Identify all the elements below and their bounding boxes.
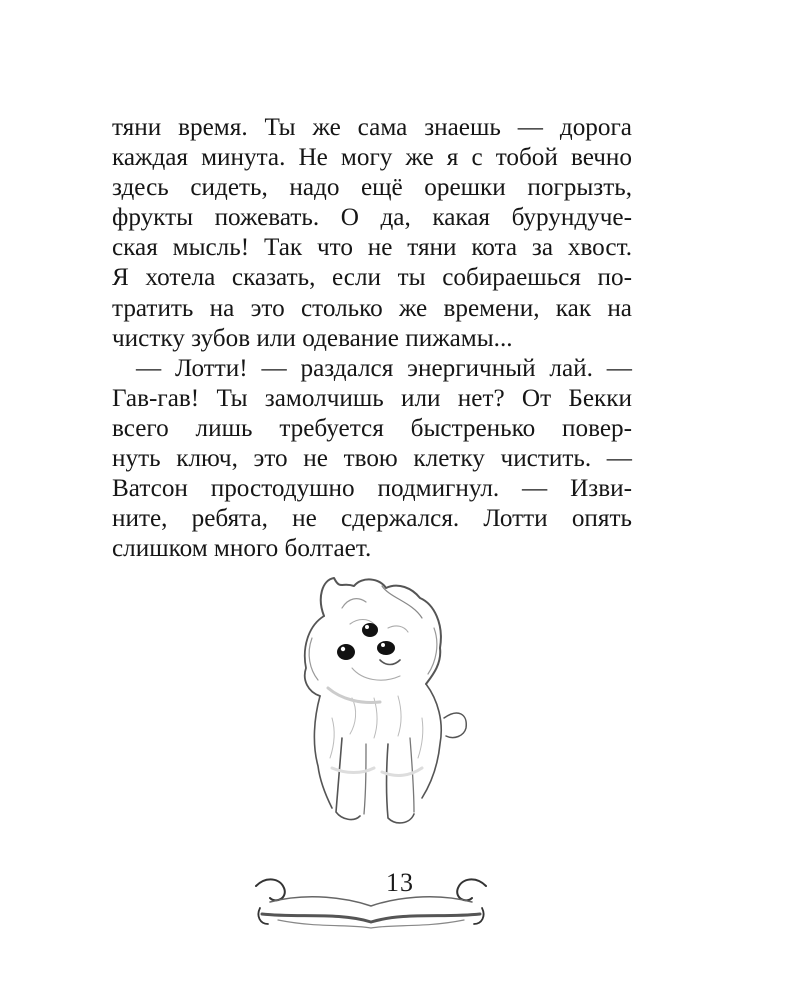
text-line: слишком много болтает.: [112, 535, 372, 563]
text-line: нуть ключ, это не твою клетку чистить. —: [112, 445, 632, 473]
text-line: фрукты пожевать. О да, какая бурундуче-: [112, 204, 632, 232]
text-line: Я хотела сказать, если ты собираешься по-: [112, 264, 632, 292]
page-text: [112, 113, 632, 564]
text-line: ская мысль! Так что не тяни кота за хвост.: [112, 234, 632, 262]
dog-illustration: [262, 568, 502, 838]
text-line: тратить на это столько же времени, как на: [112, 294, 632, 322]
text-line: ните, ребята, не сдержался. Лотти опять: [112, 505, 632, 533]
text-line: — Лотти! — раздался энергичный лай. —: [136, 354, 632, 382]
page-number: 13: [386, 868, 414, 897]
text-line: каждая минута. Не могу же я с тобой вечно: [112, 144, 632, 172]
text-line: Гав-гав! Ты замолчишь или нет? От Бекки: [112, 384, 632, 412]
text-line: чистку зубов или одевание пижамы...: [112, 324, 513, 352]
text-line: здесь сидеть, надо ещё орешки погрызть,: [112, 174, 632, 202]
text-line: всего лишь требуется быстренько повер-: [112, 414, 632, 442]
text-line: Ватсон простодушно подмигнул. — Изви-: [112, 475, 632, 503]
text-line: тяни время. Ты же сама знаешь — дорога: [112, 114, 632, 141]
